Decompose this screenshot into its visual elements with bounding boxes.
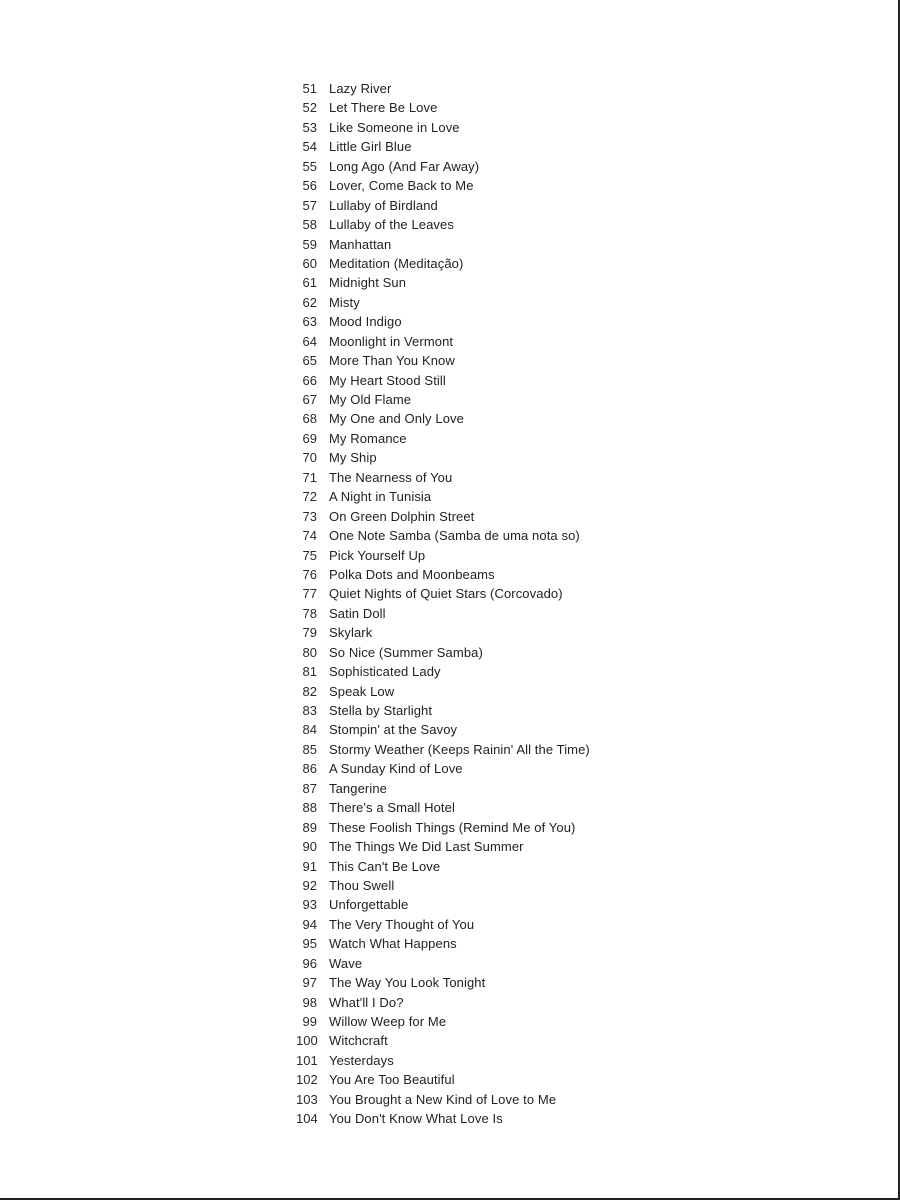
list-item [296, 390, 856, 409]
list-item [296, 546, 856, 565]
list-item [296, 273, 856, 292]
list-item [296, 643, 856, 662]
song-title: Moonlight in Vermont [329, 333, 454, 349]
song-number: 92 [302, 877, 317, 893]
list-item [296, 332, 856, 351]
song-title: Stompin' at the Savoy [329, 722, 458, 738]
song-number: 55 [302, 158, 317, 174]
list-item [296, 662, 856, 681]
song-title: On Green Dolphin Street [329, 508, 475, 524]
song-number: 96 [302, 955, 317, 971]
list-item [296, 176, 856, 195]
song-title: Satin Doll [329, 605, 386, 621]
song-title: Pick Yourself Up [329, 547, 426, 563]
list-item [296, 604, 856, 623]
song-number: 63 [302, 314, 317, 330]
song-title: The Things We Did Last Summer [329, 839, 524, 855]
list-item [296, 235, 856, 254]
song-title: Stella by Starlight [329, 703, 433, 718]
song-number: 68 [302, 411, 317, 427]
song-number: 78 [302, 605, 317, 621]
list-item [296, 409, 856, 428]
song-title: You Brought a New Kind of Love to Me [329, 1091, 557, 1107]
song-title: My One and Only Love [329, 411, 464, 427]
song-title: Misty [329, 294, 360, 310]
song-number: 99 [302, 1014, 317, 1029]
list-item [296, 701, 856, 720]
list-item [296, 565, 856, 584]
song-title: Long Ago (And Far Away) [329, 158, 480, 174]
list-item [296, 1031, 856, 1050]
song-title: This Can't Be Love [329, 858, 441, 874]
list-item [296, 254, 856, 273]
song-title: Lullaby of Birdland [329, 197, 438, 213]
list-item [296, 79, 856, 98]
song-title: There's a Small Hotel [329, 800, 455, 816]
song-title: You Are Too Beautiful [329, 1072, 455, 1088]
list-item [296, 312, 856, 331]
list-item [296, 584, 856, 603]
song-number: 53 [302, 119, 317, 135]
song-title: So Nice (Summer Samba) [329, 644, 483, 660]
list-item [296, 351, 856, 370]
song-number: 100 [296, 1033, 318, 1049]
list-item [296, 1051, 856, 1070]
song-title: Thou Swell [329, 877, 395, 893]
song-title: Lazy River [329, 81, 392, 96]
song-title: Sophisticated Lady [329, 664, 441, 680]
song-title: Midnight Sun [329, 275, 407, 291]
list-item [296, 526, 856, 545]
song-number: 91 [302, 858, 317, 874]
song-title: Unforgettable [329, 897, 409, 913]
list-item [296, 837, 856, 856]
list-item [296, 993, 856, 1012]
song-number: 54 [302, 139, 317, 155]
song-number: 86 [302, 761, 317, 777]
song-title: Quiet Nights of Quiet Stars (Corcovado) [329, 586, 563, 602]
song-title: One Note Samba (Samba de uma nota so) [329, 528, 580, 544]
song-number: 88 [302, 800, 317, 816]
song-title: These Foolish Things (Remind Me of You) [329, 819, 576, 835]
list-item [296, 371, 856, 390]
song-title: Polka Dots and Moonbeams [329, 566, 495, 582]
song-number: 69 [302, 430, 317, 446]
song-title: Witchcraft [329, 1033, 388, 1049]
song-number: 90 [302, 839, 317, 855]
list-item [296, 818, 856, 837]
list-item [296, 623, 856, 642]
song-title: Willow Weep for Me [329, 1014, 447, 1029]
song-title: Stormy Weather (Keeps Rainin' All the Time) [329, 741, 590, 757]
list-item [296, 118, 856, 137]
song-number: 60 [302, 255, 317, 271]
song-number: 66 [302, 372, 317, 388]
song-title: My Romance [329, 430, 407, 446]
list-item [296, 895, 856, 914]
list-item [296, 1070, 856, 1089]
list-item [296, 1012, 856, 1031]
song-number: 76 [302, 566, 317, 582]
song-title: You Don't Know What Love Is [329, 1111, 503, 1127]
list-item [296, 798, 856, 817]
song-number: 77 [302, 586, 317, 602]
song-number: 104 [296, 1111, 318, 1127]
list-item [296, 740, 856, 759]
song-number: 79 [302, 625, 317, 641]
list-item [296, 857, 856, 876]
list-item [296, 973, 856, 992]
song-number: 94 [302, 916, 317, 932]
song-title: Wave [329, 955, 363, 971]
list-item [296, 429, 856, 448]
list-item [296, 137, 856, 156]
list-item [296, 1109, 856, 1128]
song-title: Mood Indigo [329, 314, 402, 330]
song-number: 84 [302, 722, 317, 738]
song-number: 64 [302, 333, 317, 349]
song-number: 103 [296, 1091, 318, 1107]
list-item [296, 293, 856, 312]
song-number: 89 [302, 819, 317, 835]
song-title: The Nearness of You [329, 469, 453, 485]
song-number: 56 [302, 178, 317, 194]
song-title: A Night in Tunisia [329, 489, 432, 505]
list-item [296, 215, 856, 234]
list-item [296, 507, 856, 526]
song-number: 61 [302, 275, 317, 291]
song-number: 71 [302, 469, 317, 485]
song-number: 102 [296, 1072, 318, 1088]
song-title: What'll I Do? [329, 994, 404, 1010]
song-number: 93 [302, 897, 317, 913]
list-item [296, 720, 856, 739]
song-title: Let There Be Love [329, 100, 438, 116]
song-title: Manhattan [329, 236, 392, 252]
song-number: 101 [296, 1052, 318, 1068]
list-item [296, 196, 856, 215]
song-number: 73 [302, 508, 317, 524]
song-title: Meditation (Meditação) [329, 255, 464, 271]
song-title: Speak Low [329, 683, 395, 699]
song-number: 98 [302, 994, 317, 1010]
song-title: Yesterdays [329, 1052, 394, 1068]
song-title: Watch What Happens [329, 936, 457, 952]
list-item [296, 779, 856, 798]
song-title: The Very Thought of You [329, 916, 475, 932]
song-number: 83 [302, 703, 317, 718]
song-title: Tangerine [329, 780, 387, 796]
song-title: The Way You Look Tonight [329, 975, 486, 991]
list-item [296, 448, 856, 467]
list-item [296, 682, 856, 701]
song-title: Lover, Come Back to Me [329, 178, 474, 194]
song-title: My Ship [329, 450, 377, 466]
song-number: 80 [302, 644, 317, 660]
song-number: 85 [302, 741, 317, 757]
song-number: 82 [302, 683, 317, 699]
song-number: 65 [302, 353, 317, 369]
song-number: 51 [302, 81, 317, 96]
list-item [296, 915, 856, 934]
song-title: A Sunday Kind of Love [329, 761, 463, 777]
list-item [296, 487, 856, 506]
song-number: 81 [302, 664, 317, 680]
song-title: Little Girl Blue [329, 139, 412, 155]
song-number: 74 [302, 528, 317, 544]
list-item [296, 98, 856, 117]
song-number: 52 [302, 100, 317, 116]
song-number: 87 [302, 780, 317, 796]
list-item [296, 759, 856, 778]
list-item [296, 468, 856, 487]
song-title: My Heart Stood Still [329, 372, 446, 388]
song-number: 70 [302, 450, 317, 466]
list-item [296, 934, 856, 953]
song-list [296, 79, 856, 1129]
song-number: 97 [302, 975, 317, 991]
list-item [296, 954, 856, 973]
song-number: 57 [302, 197, 317, 213]
list-item [296, 157, 856, 176]
song-title: My Old Flame [329, 392, 412, 407]
song-title: Like Someone in Love [329, 119, 460, 135]
song-title: Lullaby of the Leaves [329, 217, 454, 233]
song-number: 58 [302, 217, 317, 233]
song-number: 75 [302, 547, 317, 563]
list-item [296, 876, 856, 895]
list-item [296, 1090, 856, 1109]
song-number: 67 [302, 392, 317, 407]
song-number: 62 [302, 294, 317, 310]
song-title: More Than You Know [329, 353, 455, 369]
song-number: 95 [302, 936, 317, 952]
song-title: Skylark [329, 625, 373, 641]
song-number: 59 [302, 236, 317, 252]
song-number: 72 [302, 489, 317, 505]
